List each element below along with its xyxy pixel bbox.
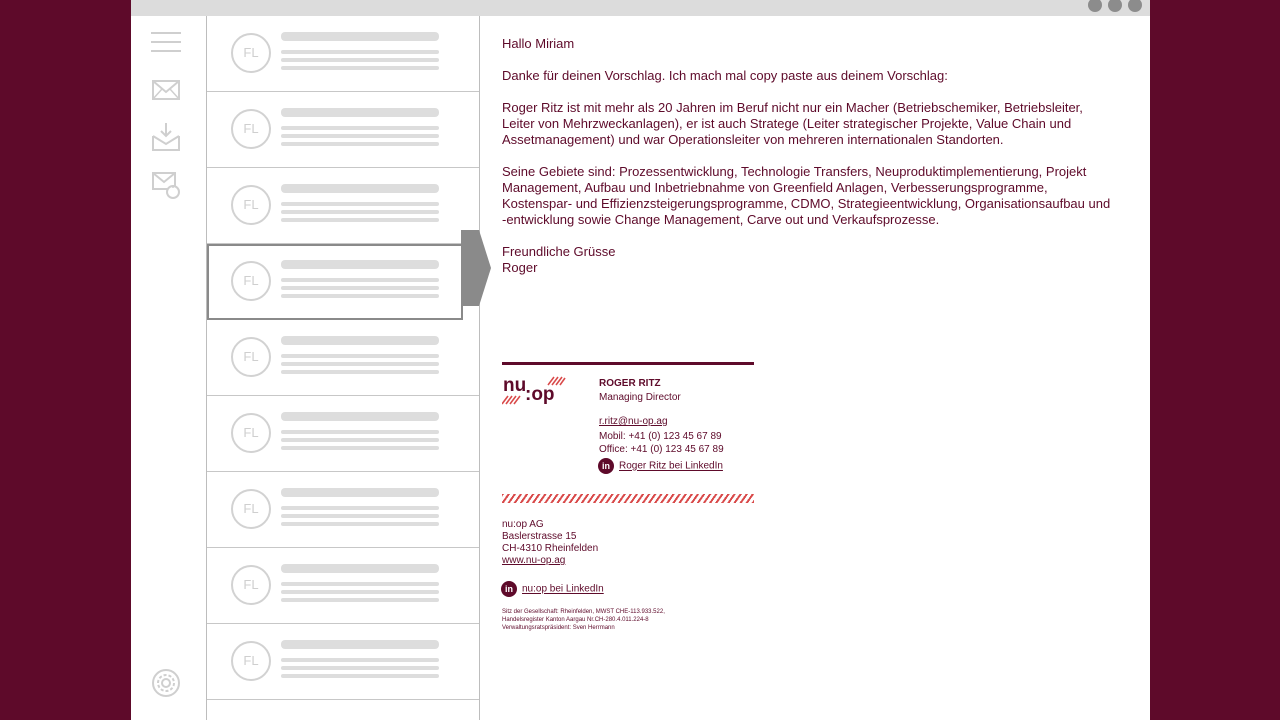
placeholder-line bbox=[281, 134, 439, 138]
list-item[interactable] bbox=[207, 16, 479, 92]
placeholder-line bbox=[281, 58, 439, 62]
placeholder-line bbox=[281, 370, 439, 374]
email-paragraph: Seine Gebiete sind: Prozessentwicklung, Technologie Transfers, Neuproduktimplementierung, Projekt Management, Aufbau und Inbetriebnahme von Greenfield Anlagen, Verbesserungsprogramme, Kostenspar- und Effizienzsteigerungsprogramme, CDMO, Strategieentwicklung, Organisationsaufbau und -entwicklung sowie Change Management, Carve out und Verkaufsprozesse. bbox=[502, 164, 1111, 227]
avatar: FL bbox=[231, 261, 271, 301]
placeholder-line bbox=[281, 640, 439, 649]
legal-text: Handelsregister Kanton Aargau Nr.CH-280.4.011.224-8 bbox=[502, 617, 649, 623]
linkedin-company-link[interactable]: nu:op bei LinkedIn bbox=[522, 583, 604, 595]
list-item[interactable] bbox=[207, 92, 479, 168]
window-control-dot[interactable] bbox=[1128, 0, 1142, 12]
placeholder-line bbox=[281, 564, 439, 573]
placeholder-line bbox=[281, 210, 439, 214]
company-city: CH-4310 Rheinfelden bbox=[502, 543, 599, 554]
placeholder-line bbox=[281, 66, 439, 70]
placeholder-line bbox=[281, 666, 439, 670]
company-name: nu:op AG bbox=[502, 519, 544, 530]
linkedin-icon: in bbox=[598, 458, 614, 474]
title-bar bbox=[131, 0, 1150, 16]
placeholder-line bbox=[281, 184, 439, 193]
placeholder-line bbox=[281, 412, 439, 421]
placeholder-line bbox=[281, 598, 439, 602]
signature-hatch-divider bbox=[502, 494, 754, 503]
company-website-link[interactable]: www.nu-op.ag bbox=[502, 555, 566, 566]
avatar: FL bbox=[231, 489, 271, 529]
company-logo bbox=[502, 376, 566, 406]
list-item[interactable] bbox=[207, 624, 479, 700]
signature-mobile: Mobil: +41 (0) 123 45 67 89 bbox=[599, 431, 722, 442]
signature-office: Office: +41 (0) 123 45 67 89 bbox=[599, 444, 724, 455]
list-item[interactable] bbox=[207, 396, 479, 472]
placeholder-line bbox=[281, 446, 439, 450]
placeholder-line bbox=[281, 294, 439, 298]
placeholder-line bbox=[281, 50, 439, 54]
signature-email-link[interactable]: r.ritz@nu-op.ag bbox=[599, 416, 668, 427]
placeholder-line bbox=[281, 506, 439, 510]
list-item[interactable] bbox=[207, 548, 479, 624]
placeholder-line bbox=[281, 286, 439, 290]
email-sender: Roger bbox=[502, 260, 538, 275]
selection-arrow-icon bbox=[461, 230, 491, 306]
signature-linkedin-company[interactable] bbox=[501, 581, 604, 597]
mail-icon[interactable] bbox=[151, 76, 181, 106]
avatar: FL bbox=[231, 109, 271, 149]
window-control-dot[interactable] bbox=[1108, 0, 1122, 12]
placeholder-line bbox=[281, 260, 439, 269]
placeholder-line bbox=[281, 126, 439, 130]
list-item-selected[interactable] bbox=[207, 244, 463, 320]
placeholder-line bbox=[281, 590, 439, 594]
placeholder-line bbox=[281, 438, 439, 442]
placeholder-line bbox=[281, 336, 439, 345]
legal-text: Sitz der Gesellschaft: Rheinfelden, MWST CHE-113.933.522, bbox=[502, 609, 665, 615]
placeholder-line bbox=[281, 522, 439, 526]
placeholder-line bbox=[281, 514, 439, 518]
mail-client-window bbox=[131, 0, 1150, 720]
avatar: FL bbox=[231, 33, 271, 73]
company-street: Baslerstrasse 15 bbox=[502, 531, 577, 542]
avatar: FL bbox=[231, 337, 271, 377]
logo-text: :op bbox=[525, 384, 555, 405]
email-paragraph: Danke für deinen Vorschlag. Ich mach mal copy paste aus deinem Vorschlag: bbox=[502, 68, 948, 83]
placeholder-line bbox=[281, 582, 439, 586]
placeholder-line bbox=[281, 218, 439, 222]
menu-icon[interactable] bbox=[151, 30, 181, 60]
signature-linkedin-personal[interactable] bbox=[598, 458, 723, 474]
message-list bbox=[207, 16, 480, 720]
icon-sidebar bbox=[131, 16, 207, 720]
placeholder-line bbox=[281, 430, 439, 434]
placeholder-line bbox=[281, 32, 439, 41]
email-greeting: Hallo Miriam bbox=[502, 36, 575, 51]
email-closing: Freundliche Grüsse bbox=[502, 244, 616, 259]
placeholder-line bbox=[281, 142, 439, 146]
placeholder-line bbox=[281, 674, 439, 678]
legal-text: Verwaltungsratspräsident: Sven Herrmann bbox=[502, 625, 615, 631]
avatar: FL bbox=[231, 565, 271, 605]
placeholder-line bbox=[281, 278, 439, 282]
placeholder-line bbox=[281, 108, 439, 117]
list-item[interactable] bbox=[207, 472, 479, 548]
list-item[interactable] bbox=[207, 168, 479, 244]
signature-name: ROGER RITZ bbox=[599, 378, 661, 389]
signature-title: Managing Director bbox=[599, 392, 681, 403]
window-control-dot[interactable] bbox=[1088, 0, 1102, 12]
logo-text: nu bbox=[503, 375, 527, 396]
placeholder-line bbox=[281, 362, 439, 366]
inbox-download-icon[interactable] bbox=[151, 122, 181, 152]
linkedin-icon: in bbox=[501, 581, 517, 597]
email-paragraph: Roger Ritz ist mit mehr als 20 Jahren im Beruf nicht nur ein Macher (Betriebschemiker, Betriebsleiter, Leiter von Mehrzweckanlagen), er ist auch Stratege (Leiter strategischer Projekte, Value Chain und Assetmanagement) und war Operationsleiter von mehreren internationalen Standorten. bbox=[502, 100, 1083, 147]
avatar: FL bbox=[231, 185, 271, 225]
mail-sync-icon[interactable] bbox=[151, 170, 181, 200]
settings-icon[interactable] bbox=[151, 668, 181, 698]
placeholder-line bbox=[281, 658, 439, 662]
list-item[interactable] bbox=[207, 320, 479, 396]
email-body bbox=[502, 36, 1112, 276]
placeholder-line bbox=[281, 354, 439, 358]
signature-divider bbox=[502, 362, 754, 365]
placeholder-line bbox=[281, 202, 439, 206]
linkedin-personal-link[interactable]: Roger Ritz bei LinkedIn bbox=[619, 460, 723, 472]
avatar: FL bbox=[231, 413, 271, 453]
placeholder-line bbox=[281, 488, 439, 497]
avatar: FL bbox=[231, 641, 271, 681]
